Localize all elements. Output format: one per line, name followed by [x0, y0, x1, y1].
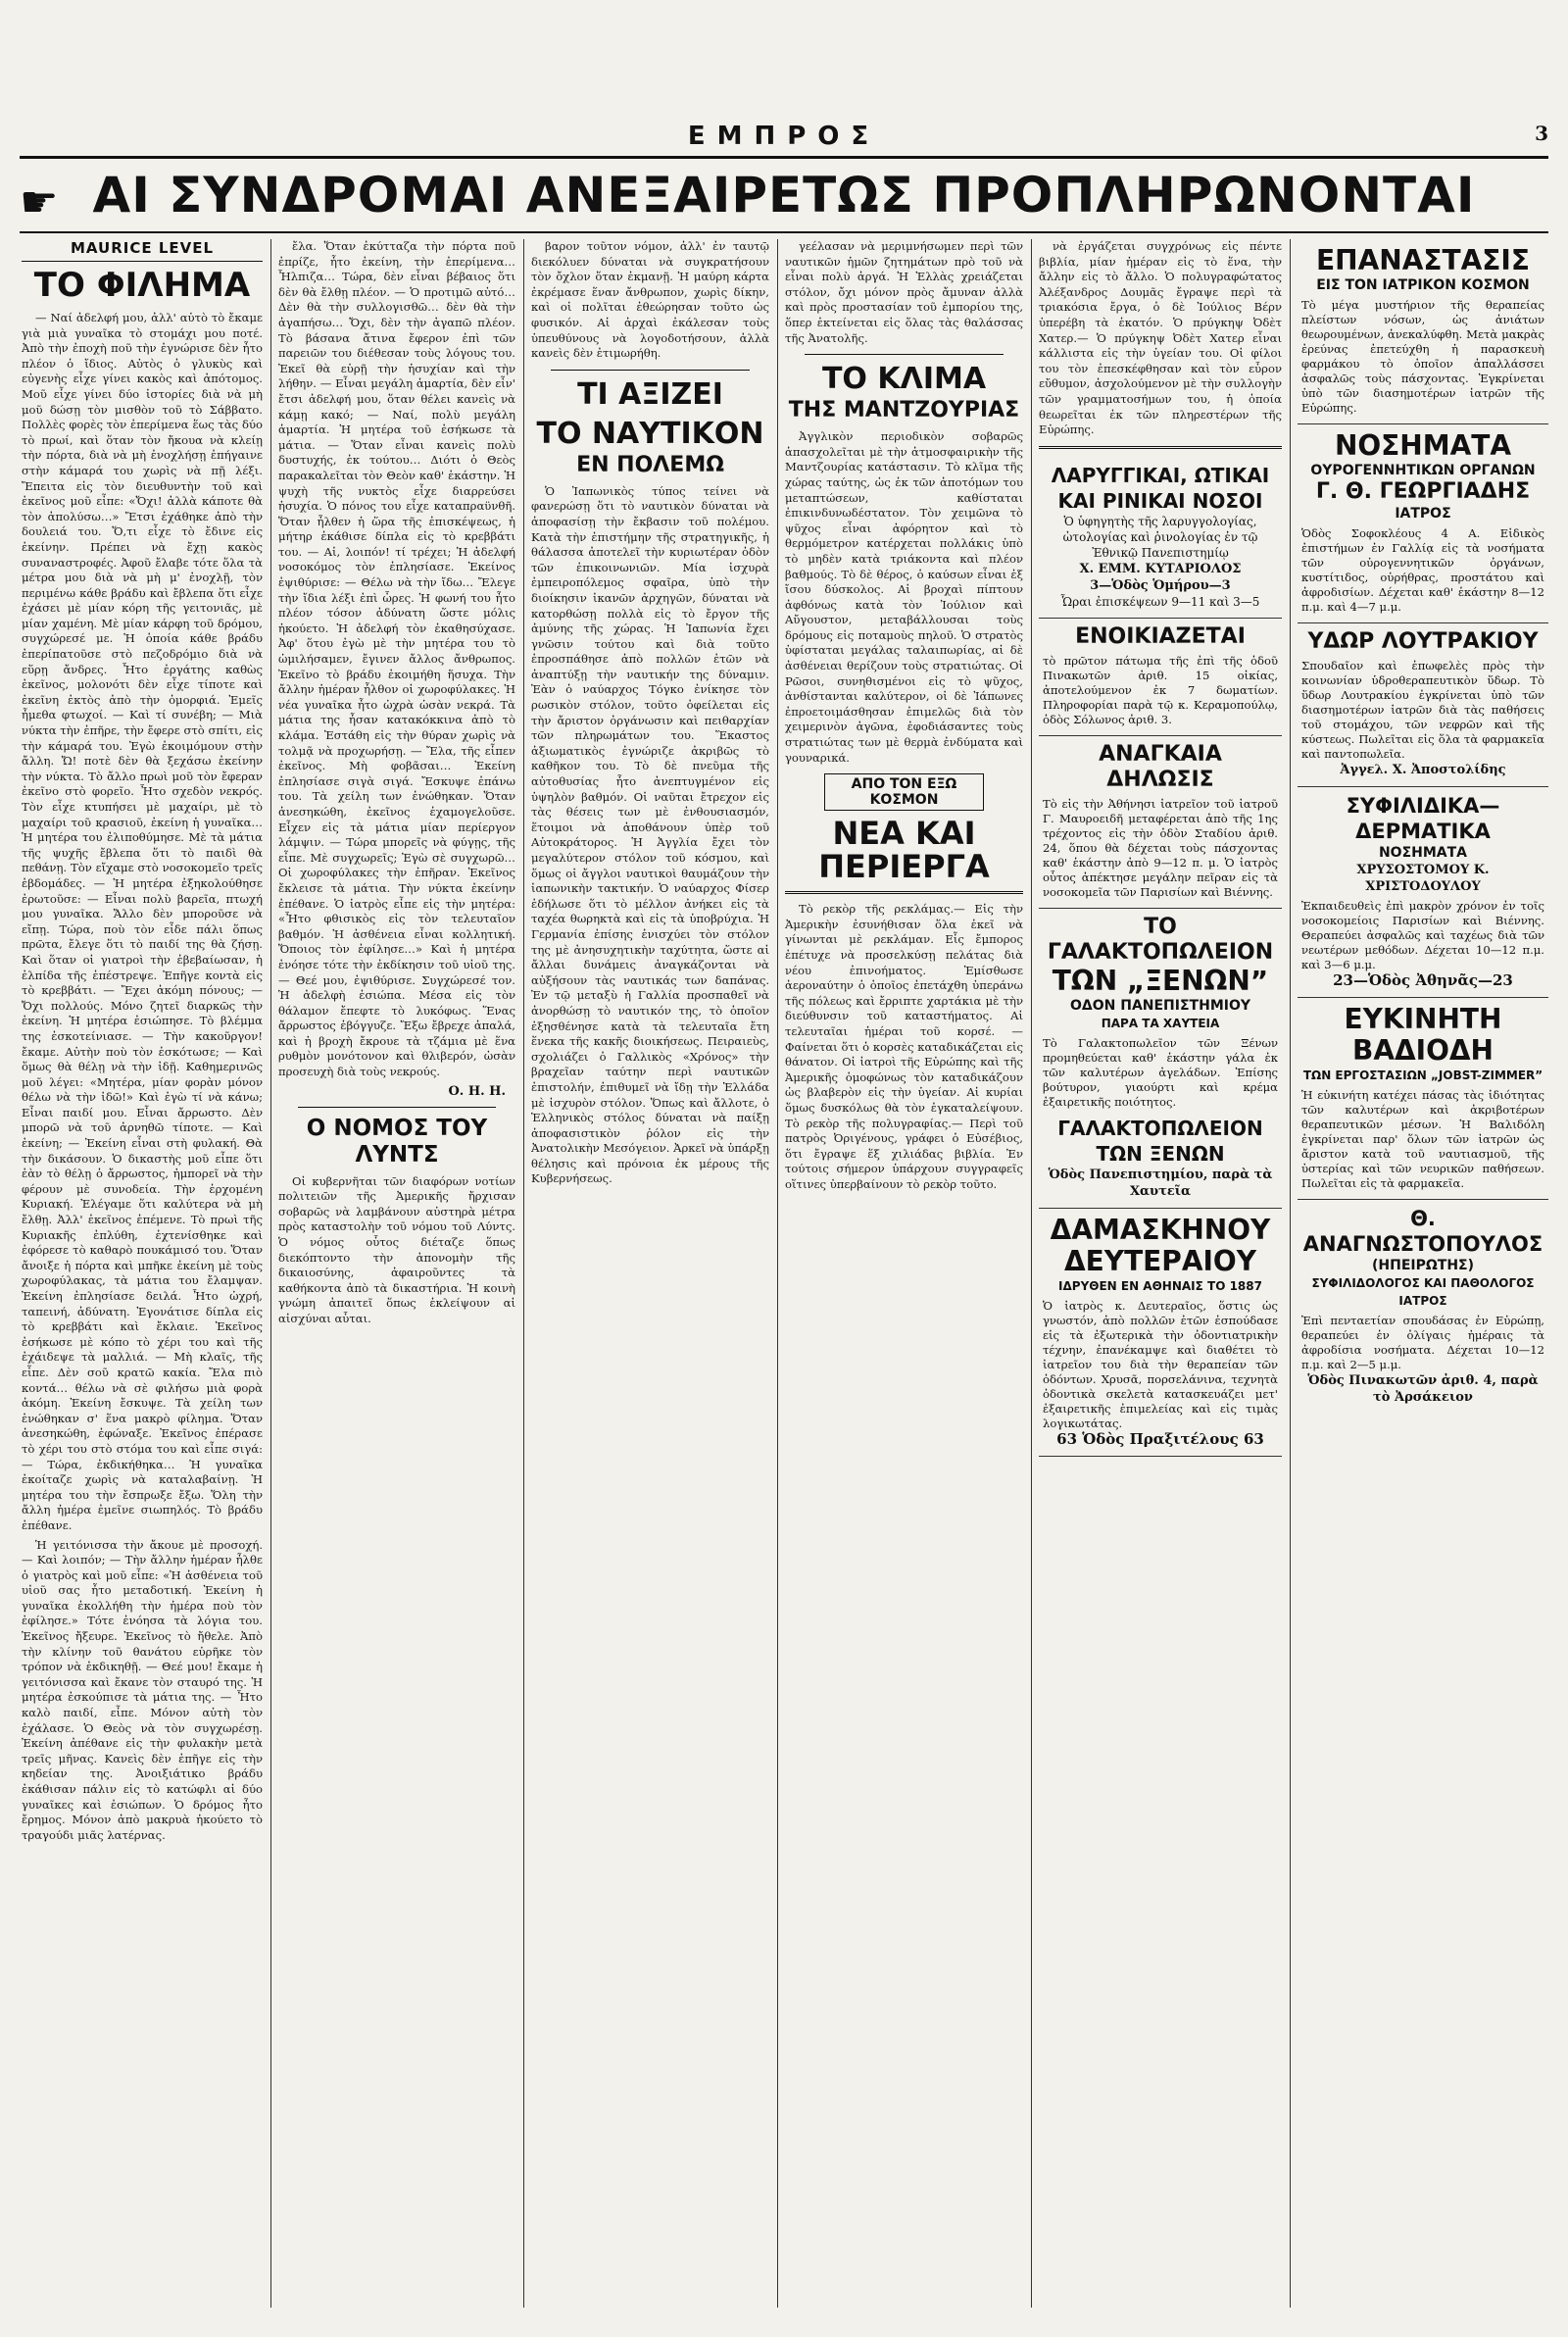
ad-text: Ὁδὸς Σοφοκλέους 4 Α. Εἰδικὸς ἐπιστήμων ἐν Γαλλίᾳ εἰς τὰ νοσήματα τῶν οὐρογεννητικῶν ὀργάνων, κυστίτιδος, οὐρήθρας, προστάτου καὶ ἀφροδισίων. Δέχεται καθ' ἑκάστην 8—12 π.μ. καὶ 4—7 μ.μ.	[1301, 526, 1544, 614]
ad-subtitle: (ΗΠΕΙΡΩΤΗΣ)	[1372, 1258, 1474, 1273]
ad-title: ΔΑΜΑΣΚΗΝΟΥ	[1050, 1213, 1271, 1246]
column-divider	[523, 239, 524, 2308]
medical-revolution-ad	[1298, 239, 1548, 424]
ad-text: Ὁ ἰατρὸς κ. Δευτεραῖος, ὅστις ὡς γνωστόν, ἀπὸ πολλῶν ἐτῶν ἐσπούδασε εἰς τὰ ἐξωτερικὰ τὴν ὀδοντιατρικὴν τέχνην, ἐπανέκαμψε καὶ διαθέτει τὸ ἰατρεῖον του διὰ τὴν θεραπείαν τῶν ὀδόντων. Χρυσᾶ, πορσελάνινα, τεχνητὰ ὀδοντικὰ σκελετὰ κατασκευάζει μετ' ἐξαιρετικῆς ἐπιμελείας καὶ εἰς τιμὰς λογικωτάτας.	[1043, 1298, 1278, 1430]
ad-title-line2: ΔΕΥΤΕΡΑΙΟΥ	[1064, 1244, 1256, 1277]
ent-clinic-ad	[1039, 457, 1282, 619]
lynch-law-headline: Ο ΝΟΜΟΣ ΤΟΥ ΛΥΝΤΣ	[306, 1115, 488, 1168]
section-label: ΑΠΟ ΤΟΝ ΕΞΩ ΚΟΣΜΟΝ	[824, 773, 984, 811]
column-5	[1039, 239, 1282, 2317]
loutraki-water-ad	[1298, 623, 1548, 787]
ad-address: 23—Ὁδὸς Ἀθηνᾶς—23	[1333, 971, 1513, 989]
ad-title: ΕΥΚΙΝΗΤΗ	[1344, 1003, 1502, 1035]
ad-text: Ἐκπαιδευθεὶς ἐπὶ μακρὸν χρόνον ἐν τοῖς νοσοκομείοις Παρισίων καὶ Βιέννης. Θεραπεύει ἀσφαλῶς καὶ ταχέως διὰ τῶν νεωτέρων μεθόδων. Δέχεται 10—12 π.μ. καὶ 3—6 μ.μ.	[1301, 899, 1544, 971]
ad-doctor-name: Γ. Θ. ΓΕΩΡΓΙΑΔΗΣ	[1315, 479, 1531, 504]
navy-article	[531, 484, 769, 1187]
ad-address: 63 Ὁδὸς Πραξιτέλους 63	[1056, 1429, 1264, 1448]
article-paragraph: Ἀγγλικὸν περιοδικὸν σοβαρῶς ἀπασχολεῖται μὲ τὴν ἀτμοσφαιρικὴν τῆς Μαντζουρίας κατάστασιν. Τὸ κλῖμα τῆς χώρας ταύτης, ὡς ἐκ τῶν ἀποτόμων του μεταπτώσεων, καθίσταται ἐπικινδυνωδέστατον. Τὸν χειμῶνα τὸ ψῦχος εἶναι ἀφόρητον καὶ τὸ θερμόμετρον κατέρχεται πολλάκις ὑπὸ τὸ μηδὲν κατὰ τριάκοντα καὶ πλέον βαθμούς. Τὸ δὲ θέρος, ὁ καύσων εἶναι ἐξ ἴσου δύσκολος. Αἱ βροχαὶ πίπτουν ἀφθόνως κατὰ τὸν Ἰούλιον καὶ Αὔγουστον, μεταβάλλουσαι τοὺς δρόμους εἰς ποταμοὺς πηλοῦ. Ὁ στρατὸς ὑφίσταται μεγάλας ταλαιπωρίας, αἱ δὲ ἀσθένειαι θερίζουν τοὺς στρατιώτας. Οἱ Ρῶσοι, συνηθισμένοι εἰς τὸ ψῦχος, ἀνθίστανται καλύτερον, οἱ δὲ Ἰάπωνες ἐπροετοιμάσθησαν ἐπιμελῶς διὰ τὸν χειμερινὸν ἀγῶνα, ἐφοδιάσαντες τοὺς στρατιώτας των μὲ θερμὰ ἐνδύματα καὶ γουναρικά.	[785, 429, 1023, 765]
dermatology-ad	[1298, 787, 1548, 998]
ad-title: Θ. ΑΝΑΓΝΩΣΤΟΠΟΥΛΟΣ	[1302, 1207, 1544, 1256]
dairy-ad	[1039, 909, 1282, 1209]
column-divider	[1031, 239, 1032, 2308]
article-paragraph: Τὸ ρεκὸρ τῆς ρεκλάμας.— Εἰς τὴν Ἀμερικὴν ἐσυνήθισαν ὅλα ἐκεῖ νὰ γίνωνται μὲ ρεκλάμαν. Εἷς ἔμπορος ἐπέτυχε νὰ προσελκύσῃ πελάτας διὰ νέου ἐπινοήματος. Ἐμίσθωσε ἀεροναύτην ὁ ὁποῖος ἐπετάχθη ὑπεράνω τῆς πόλεως καὶ ἔρριπτε χαρτάκια μὲ τὴν διεύθυνσιν τοῦ καταστήματος. Αἱ τελευταῖαι ἡμέραι τοῦ κορσέ. — Φαίνεται ὅτι ὁ κορσὲς καταδικάζεται εἰς θάνατον. Οἱ ἰατροὶ τῆς Εὐρώπης καὶ τῆς Ἀμερικῆς ὁμοφώνως τὸν καταδικάζουν ὡς βλαβερὸν εἰς τὴν ὑγείαν. Αἱ κυρίαι ὅμως δυσκόλως θὰ τὸν ἐγκαταλείψουν. Τὸ ρεκὸρ τῆς πολυγραφίας.— Περὶ τοῦ πατρὸς Ὀριγένους, γράφει ὁ Εὐσέβιος, ὅτι ἔγραψε ἕξ χιλιάδας βιβλία. Ἐν τούτοις σήμερον ὑπάρχουν συγγραφεῖς οἵτινες ὑπερβαίνουν τὸ ρεκὸρ τοῦτο.	[785, 902, 1023, 1191]
ad-title: ΝΟΣΗΜΑΤΑ	[1334, 429, 1512, 462]
article-continued	[785, 239, 1023, 346]
column-divider	[1290, 239, 1291, 2308]
ad-title: ΣΥΦΙΛΙΔΙΚΑ—ΔΕΡΜΑΤΙΚΑ	[1346, 794, 1500, 843]
urology-ad	[1298, 424, 1548, 623]
ad-text: Ἐπὶ πενταετίαν σπουδάσας ἐν Εὐρώπῃ, θεραπεύει ἐν ὀλίγαις ἡμέραις τὰ ἀφροδίσια νοσήματα. Δέχεται 10—12 π.μ. καὶ 2—5 μ.μ.	[1301, 1314, 1544, 1371]
column-3	[531, 239, 769, 2317]
ad-title: ΕΠΑΝΑΣΤΑΣΙΣ	[1316, 244, 1530, 276]
ad-role: ΙΑΤΡΟΣ	[1395, 506, 1451, 522]
section-rule	[805, 354, 1004, 355]
navy-headline: ΤΙ ΑΞΙΖΕΙ	[577, 376, 723, 412]
ad-hours: Ὧραι ἐπισκέψεων 9—11 καὶ 3—5	[1060, 594, 1260, 609]
ad-title: ΛΑΡΥΓΓΙΚΑΙ, ΩΤΙΚΑΙ	[1051, 463, 1270, 487]
ad-subtitle: ΙΔΡΥΘΕΝ ΕΝ ΑΘΗΝΑΙΣ ΤΟ 1887	[1058, 1278, 1262, 1293]
ad-title: ΕΝΟΙΚΙΑΖΕΤΑΙ	[1075, 623, 1246, 649]
column-6	[1298, 239, 1548, 2317]
ad-doctor-name: ΧΡΥΣΟΣΤΟΜΟΥ Κ. ΧΡΙΣΤΟΔΟΥΛΟΥ	[1356, 863, 1490, 894]
ad-text: Σπουδαῖον καὶ ἐπωφελὲς πρὸς τὴν κοινωνίαν ὑδροθεραπευτικὸν ὕδωρ. Τὸ ὕδωρ Λουτρακίου ἐγκρίνεται ὑπὸ τῶν διασημοτέρων ἰατρῶν διὰ τὰς παθήσεις τοῦ στομάχου, τῶν νεφρῶν καὶ τῆς κύστεως. Πωλεῖται εἰς ὅλα τὰ φαρμακεῖα καὶ παντοπωλεῖα.	[1301, 659, 1544, 761]
feuilleton-author: MAURICE LEVEL	[22, 239, 263, 262]
pointing-hand-icon: ☛	[20, 177, 60, 227]
ad-title: ΥΔΩΡ ΛΟΥΤΡΑΚΙΟΥ	[1307, 629, 1539, 654]
ad-title-line2: ΤΩΝ „ΞΕΝΩΝ”	[1052, 964, 1269, 997]
article-paragraph: βαρον τοῦτον νόμον, ἀλλ' ἐν ταυτῷ διεκόλυεν δύναται νὰ συγκρατήσουν τὸν ὄχλον ὅταν ἐκμανῇ. Ἡ μαύρη κάρτα ἐκρέμασε ἕναν ἄνθρωπον, χωρὶς δίκην, καὶ οἱ πολῖται ἐθεώρησαν τοῦτο ὡς φυσικόν. Αἱ ἀρχαὶ ἐκάλεσαν τοὺς ὑπευθύνους νὰ λογοδοτήσουν, ἀλλὰ κανεὶς δὲν ἐτιμωρήθη.	[531, 239, 769, 361]
section-rule	[551, 370, 750, 371]
navy-subheadline: ΕΝ ΠΟΛΕΜΩ	[576, 452, 724, 477]
lynch-law-article	[278, 1174, 515, 1327]
feuilleton-paragraph: Ἡ γειτόνισσα τὴν ἄκουε μὲ προσοχή. — Καὶ λοιπόν; — Τὴν ἄλλην ἡμέραν ἦλθε ὁ γιατρὸς καὶ μοῦ εἶπε: «Ἡ ἀσθένεια τοῦ υἱοῦ σας ἦτο μεταδοτική. Ἐκείνη ἡ γυναῖκα ἐκολλήθη τὴν ἡμέρα ποὺ τὸν ἐφίλησε.» Τότε ἐνόησα τὰ λόγια του. Ἐκεῖνος ἤξευρε. Ἐκεῖνος τὸ ἤθελε. Ἀπὸ τὴν κλίνην τοῦ θανάτου εὑρῆκε τὸν τρόπον νὰ ἐκδικηθῇ. — Θεέ μου! ἔκαμε ἡ γειτόνισσα καὶ ἔκανε τὸν σταυρό της. Ἡ μητέρα ἐσκούπισε τὰ μάτια της. — Ἦτο καλὸ παιδί, εἶπε. Μόνον αὐτὴ τὸν ἐχάλασε. Ὁ Θεὸς νὰ τὸν συγχωρέσῃ. Ἐκείνη ἀπέθανε εἰς τὴν φυλακὴν μετὰ τρεῖς μῆνας. Κανεὶς δὲν ἐπῆγε εἰς τὴν κηδείαν της. Ἀνοιξιάτικο βράδυ ἐκάθισαν πάλιν εἰς τὸ κατώφλι αἱ δύο γυναῖκες καὶ ἐσιώπων. Ὁ δρόμος ἦτο ἔρημος. Μόνον ἀπὸ μακρυὰ ἠκούετο τὸ τραγούδι μιᾶς λατέρνας.	[22, 1537, 263, 1842]
ad-address: Ὁδὸς Πανεπιστημίου, παρὰ τὰ Χαυτεῖα	[1048, 1167, 1273, 1199]
ad-text: Ἡ εὐκινήτη κατέχει πάσας τὰς ἰδιότητας τῶν καλυτέρων καὶ ἀκριβοτέρων θεραπευτικῶν μέσων. Ἡ Βαλιδόλη ἐγκρίνεται παρ' ὅλων τῶν ἰατρῶν ὡς ἄριστον κατὰ τοῦ ναυτιασμοῦ, τῆς ὑστερίας καὶ τῶν νευρικῶν παθήσεων. Πωλεῖται εἰς τὰ φαρμακεῖα.	[1301, 1088, 1544, 1190]
column-divider	[777, 239, 778, 2308]
ad-text: Τὸ μέγα μυστήριον τῆς θεραπείας πλείστων νόσων, ὡς ἀνιάτων θεωρουμένων, ἀνεκαλύφθη. Μετὰ μακρὰς ἐρεύνας ἐπετεύχθη ἡ παρασκευὴ φαρμάκου τὸ ὁποῖον ἀπαλλάσσει ἀσφαλῶς τοὺς πάσχοντας. Ἐγκρίνεται ὑπὸ τῶν διασημοτέρων ἰατρῶν τῆς Εὐρώπης.	[1301, 298, 1544, 415]
climate-headline: ΤΟ ΚΛΙΜΑ	[821, 362, 987, 397]
article-continued	[531, 239, 769, 362]
ad-subtitle-2: ΣΥΦΙΛΙΔΟΛΟΓΟΣ ΚΑΙ ΠΑΘΟΛΟΓΟΣ ΙΑΤΡΟΣ	[1311, 1276, 1535, 1308]
ad-title-line2: ΚΑΙ ΡΙΝΙΚΑΙ ΝΟΣΟΙ	[1057, 488, 1263, 513]
article-signature: Ο. Η. Η.	[448, 1083, 506, 1099]
ad-subtitle: ΤΩΝ ΕΡΓΟΣΤΑΣΙΩΝ „JOBST-ZIMMER”	[1302, 1069, 1544, 1082]
section-rule	[1039, 446, 1282, 449]
notice-ad	[1039, 736, 1282, 909]
feuilleton-paragraph: — Ναί ἀδελφή μου, ἀλλ' αὐτὸ τὸ ἔκαμε γιὰ μιὰ γυναῖκα τὸ στομάχι μου ποτέ. Ἀπὸ τὴν ἐποχὴ ποῦ τὴν ἐγνώρισε δὲν ἦτο πλέον ὁ ἴδιος. Αὐτὸς ὁ γλυκὺς καὶ εὐγενὴς εἶχε γίνει κακὸς καὶ ἀπότομος. Μοῦ εἶχε γίνει δύο ἱστορίες διὰ νὰ μὴ μοῦ δώσῃ τὸν μισθὸν τοῦ τὸ Σάββατο. Πολλὲς φορὲς τὸν ἐπερίμενα ἕως τὰς δύο τὸ πρωί, καὶ ὅταν τὸν ἤκουα νὰ κλείῃ τὴν πόρτα, διὰ νὰ μὴ ἐνοχλήσῃ ἐπήγαινε στὴν κάμαρά του χωρὶς νὰ πῇ λέξι. Ἔπειτα εἰς τὸν διευθυντὴν τοῦ καὶ ἐκεῖνος μοῦ εἶπε: «Ὄχι! ἀλλὰ κάποτε θὰ τὸν ἀπολύσω…» Ἔτσι ἐχάθηκε ἀπὸ τὴν δουλειά του. Ὅ,τι εἶχε τὸ ἔδινε εἰς ἐκείνην. Πρέπει νὰ ἔχῃ κακὸς συναναστροφές. Ἀφοῦ ἔλαβε τότε ὅλα τὰ μέτρα μου διὰ νὰ μὴ μ' ἐνοχλῇ, τὸν περιμένω κάθε βράδυ καὶ ἔβλεπα ὅτι εἶχε ἐχάσει μὲ μίαν κόρη τῆς γειτονιᾶς, μὲ μίαν χαμένη. Μὲ μίαν κάρφη τοῦ δρόμου, συγχώρεσέ με. Ἡ ὁποία κάθε βράδυ ἐπερίπατοῦσε στὸ πεζοδρόμιο διὰ νὰ εὕρῃ ἄνδρες. Ἦτο ἐργάτης καθὼς ἐκεῖνος, μολονότι δὲν εἶχε τίποτε καὶ ἐκεῖνη ἐκτὸς ἀπὸ τὴν ὀμορφιά. Ἐμεῖς ἦμεθα φτωχοί. — Καὶ τί συνέβη; — Μιὰ νύκτα τὴν ἐπῆρε, τὴν ἔφερε στὸ σπίτι, εἰς τὴν κάμαρά του. Ἐγὼ ἐκοιμόμουν στὴν ἄλλη. Ὤ! ποτὲ δὲν θὰ ξεχάσω ἐκείνην τὴν νύκτα. Τὸ ἄλλο πρωὶ μοῦ τὸν ἔφεραν ἐκεῖνο στὸ φορεῖο. Ἦτο σχεδὸν νεκρός. Τὸν εἶχε κτυπήσει μὲ μαχαίρι, μὲ τὸ μαχαίρι τοῦ κρασιοῦ, ἐκείνη ἡ γυναῖκα… Ἡ μητέρα του ἐλιποθύμησε. Μὲ τὰ μάτια τῆς ψυχῆς ἔβλεπα ὅτι τὸ παιδὶ θὰ πεθάνῃ. Τὸν εἴχαμε στὸ νοσοκομεῖο τρεῖς ἑβδομάδες. — Ἡ μητέρα ἐξηκολούθησε ἐρωτοῦσε: — Εἶναι πολὺ βαρεῖα, πτωχή μου γυναῖκα. Ἄλλο δὲν μποροῦσε νὰ εἴπῃ. Τώρα, ποὺ τὸν εἶδε πάλι ὅπως πρῶτα, ἔλεγε ὅτι τὸ παιδί της θὰ ζήσῃ. Καὶ ὅταν οἱ γιατροὶ τὴν ἐβεβαίωσαν, ἡ ἐλπίδα τῆς ἐπέστρεψε. Ἐπῆγε κοντὰ εἰς τὸ κρεββάτι. — Ἔχει ἀκόμη πόνους; — Ὄχι πολλούς. Μόνο ζητεῖ διαρκῶς τὴν ἐκείνη. Ἡ μητέρα ἐσιώπησε. Τὸ βλέμμα της ἐσκοτείνιασε. — Τὴν κακοῦργον! ἔκαμε. Αὐτὴν ποὺ τὸν ἐσκότωσε; — Καὶ ὅμως θὰ θέλῃ νὰ τὴν ἰδῇ. Καθημερινῶς μοῦ λέγει: «Μητέρα, μίαν φορὰν μόνον θέλω νὰ τὴν ἰδῶ!» Καὶ ἐγὼ τί νὰ κάνω; Εἶναι παιδί μου. Εἶναι ἄρρωστο. Δὲν μπορῶ νὰ τοῦ ἀρνηθῶ τίποτε. — Καὶ ἐκείνη; — Ἐκείνη εἶναι στὴ φυλακή. Θὰ τὴν δικάσουν. Ὁ δικαστὴς μοῦ εἶπε ὅτι ἐὰν τὸ θέλῃ ὁ ἄρρωστος, ἠμπορεῖ νὰ τὴν φέρουν μὲ συνοδεία. Τὴν ἐρχομένη Κυριακή. Ἐλέγαμε ὅτι καλύτερα νὰ μὴ ἔλθῃ. Ἀλλ' ἐκεῖνος ἐπέμενε. Τὸ πρωὶ τῆς Κυριακῆς ἐπλύθη, ἐχτενίσθηκε καὶ ἐφόρεσε τὸ καθαρὸ πουκάμισό του. Ὅταν ἄνοιξε ἡ πόρτα καὶ μπῆκε ἐκείνη μὲ τοὺς χωροφύλακας, τὰ μάτια του ἔλαμψαν. Ἐκείνη ἐπλησίασε δειλά. Ἦτο ὠχρή, ταπεινή, ἀδύνατη. Ἐγονάτισε δίπλα εἰς τὸ κρεββάτι καὶ ἔκλαιε. Ἐκεῖνος ἐσήκωσε μὲ κόπο τὸ χέρι του καὶ τῆς ἐχάιδεψε τὰ μαλλιά. — Μὴ κλαῖς, τῆς εἶπε. Δὲν σοῦ κρατῶ κακία. Ἔλα πιὸ κοντά… θέλω νὰ σὲ φιλήσω μιὰ φορὰ ἀκόμη. Ἐκείνη ἔσκυψε. Τὰ χείλη των ἑνώθηκαν σ' ἕνα μακρὸ φίλημα. Ὅταν ἀνεσηκώθη, ἐφώναξε. Ἐκεῖνος ἐπέρασε τὸ χέρι του στὸ στόμα του καὶ εἶπε σιγά: — Τώρα, ἐκδικήθηκα… Ἡ γυναῖκα ἐκοίταζε χωρὶς νὰ καταλαβαίνῃ. Ἡ μητέρα του τὴν ἔσπρωξε ἔξω. Ὅλη τὴν ἄλλη ἡμέρα ἐμεῖνε σιωπηλός. Τὸ βράδυ ἐπέθανε.	[22, 311, 263, 1532]
section-rule	[785, 891, 1023, 894]
ad-text: Τὸ εἰς τὴν Ἀθήνησι ἰατρεῖον τοῦ ἰατροῦ Γ. Μαυροειδῆ μεταφέρεται ἀπὸ τῆς 1ης τρέχοντος εἰς τὴν ὁδὸν Σταδίου ἀριθ. 24, ὅπου θὰ δέχεται τοὺς πάσχοντας καθ' ἑκάστην ἀπὸ 9—12 π. μ. Ὁ ἰατρὸς οὗτος ἀπέκτησε μεγάλην πεῖραν εἰς τὰ νοσοκομεῖα τῶν Παρισίων καὶ Βιέννης.	[1043, 796, 1278, 899]
column-4	[785, 239, 1023, 2317]
rent-ad	[1039, 619, 1282, 736]
climate-headline-line2: ΤΗΣ ΜΑΝΤΖΟΥΡΙΑΣ	[788, 398, 1020, 423]
column-2	[278, 239, 515, 2317]
navy-headline-line2: ΤΟ ΝΑΥΤΙΚΟΝ	[536, 416, 764, 451]
climate-article	[785, 429, 1023, 766]
syphilology-ad	[1298, 1200, 1548, 1414]
feuilleton-text	[22, 311, 263, 1843]
column-divider	[270, 239, 271, 2308]
masthead	[20, 116, 1548, 159]
ad-subtitle-2: ΠΑΡΑ ΤΑ ΧΑΥΤΕΙΑ	[1101, 1016, 1220, 1030]
banner-text: ΑΙ ΣΥΝΔΡΟΜΑΙ ΑΝΕΞΑΙΡΕΤΩΣ ΠΡΟΠΛΗΡΩΝΟΝΤΑΙ	[92, 167, 1476, 224]
article-paragraph: ἔλα. Ὅταν ἐκύτταζα τὴν πόρτα ποῦ ἐπρίζε, ἦτο ἐκείνη, τὴν ἐπερίμενα… Ἦλπιζα… Τώρα, δὲν εἶναι βέβαιος ὅτι δὲν θὰ ἔλθῃ πλέον. — Ὁ προτιμῶ αὐτό… Δὲν θὰ τὴν συλλογισθῶ… δὲν θὰ τὴν ἀγαπήσω… Ὄχι, δὲν τὴν ἀγαπῶ πλέον. Τὸ βάσανα ἄτινα ἔφερον ἐπὶ τῶν παρειῶν του διέθεσαν τοὺς λόγους του. Ἐκεῖ θὰ εὑρῇ τὴν ἡσυχίαν καὶ τὴν λήθην. — Εἶναι μεγάλη ἁμαρτία, δὲν εἶν' ἔτσι ἀδελφή μου, ὅταν θέλει κανεὶς νὰ κάμῃ κακό; — Ναί, πολὺ μεγάλη ἁμαρτία. Ἡ μητέρα τοῦ ἐσήκωσε τὰ μάτια. — Ὅταν εἶναι κανεὶς πολὺ δυστυχής, ἐκ τούτου… Διότι ὁ Θεὸς παρακαλεῖται τὸν Θεὸν καθ' ἑκάστην. Ἡ ψυχὴ τῆς νυκτὸς εἶχε διαρρεύσει ἡσυχία. Ὁ πόνος του εἶχε καταπραϋνθῆ. Ὅταν ἦλθεν ἡ ὥρα τῆς ἐπισκέψεως, ἡ μήτηρ ἐκάθισε δίπλα εἰς τὸ κρεββάτι του. — Αἰ, λοιπόν! τί τρέχει; Ἡ ἀδελφή νοσοκόμος τὸν ἐπλησίασε. Ἐκείνος ἐψιθύρισε: — Θέλω νὰ τὴν ἴδω… Ἔλεγε τὴν ἴδια λέξι ἐπὶ ὧρες. Ἡ φωνή του ἦτο πλέον τόσον ἀδύνατη ὥστε μόλις ἠκούετο. Ἡ ἀδελφή τὸν ἐκαθησύχασε. Ἀφ' ὅτου ἐγὼ μὲ τὴν μητέρα του τὸ ὡμιλήσαμεν, ἔγινεν ἄλλος ἄνθρωπος. Ἐκεῖνο τὸ βράδυ ἐκοιμήθη ἥσυχα. Τὴν ἄλλην ἡμέραν ἦλθον οἱ χωροφύλακες. Ἡ νέα γυναῖκα ἦτο ὠχρὰ ὡσὰν νεκρά. Τὰ μάτια της ἦσαν κατακόκκινα ἀπὸ τὸ κλάμα. Ἐστάθη εἰς τὴν θύραν χωρὶς νὰ τολμᾷ νὰ προχωρήσῃ. — Ἔλα, τῆς εἶπεν ἐκεῖνος. Μὴ φοβᾶσαι… Ἐκείνη ἐπλησίασε σιγὰ σιγά. Ἔσκυψε ἐπάνω του. Τὰ χείλη των ἐνώθηκαν. Ὅταν ἀνεσηκώθη, ἐκεῖνος ἐχαμογελοῦσε. Εἶχεν εἰς τὰ μάτια μίαν περίεργον λάμψιν. — Τώρα μπορεῖς νὰ φύγῃς, τῆς εἶπε. Μὲ συγχωρεῖς; Ἐγὼ σὲ συγχωρῶ… Οἱ χωροφύλακες τὴν ἐπῆραν. Ἐκεῖνος ἔκλεισε τὰ μάτια. Τὴν νύκτα ἐκείνην ἐπέθανε. Ὁ ἰατρὸς εἶπε εἰς τὴν μητέρα: «Ἦτο φθισικὸς εἰς τὸν τελευταῖον βαθμόν. Ἡ ἀσθένεια εἶναι κολλητική. Ὅποιος τὸν ἐφίλησε…» Καὶ ἡ μητέρα ἐνόησε τότε τὴν ἐκδίκησιν τοῦ υἱοῦ της. — Θεέ μου, ἐψιθύρισε. Συγχώρεσέ τον. Ἡ ἀδελφὴ ἐσιώπα. Μέσα εἰς τὸν θάλαμον ἔπεφτε τὸ λυκόφως. Ἕνας ἄρρωστος ἐβόγγυζε. Ἔξω ἔβρεχε ἀπαλά, καὶ ἡ βροχὴ ἔκρουε τὰ τζάμια μὲ ἕνα ρυθμὸν μονότονον καὶ θλιβερόν, ὡσὰν προσευχὴ διὰ τοὺς νεκρούς.	[278, 239, 515, 1079]
ad-doctor-name: Χ. ΕΜΜ. ΚΥΤΑΡΙΟΛΟΣ	[1079, 561, 1242, 576]
article-paragraph: Οἱ κυβερνῆται τῶν διαφόρων νοτίων πολιτειῶν τῆς Ἀμερικῆς ἤρχισαν σοβαρῶς νὰ λαμβάνουν αὐστηρὰ μέτρα πρὸς καταστολὴν τοῦ νόμου τοῦ Λύντς. Ὁ νόμος οὗτος διέταζε ὅπως διεκόπτοντο τὴν ἀπονομὴν τῆς δικαιοσύνης, ἀφαιροῦντες τὰ καθήκοντα ἀπὸ τὰ δικαστήρια. Ἡ κοινὴ γνώμη ἀπαιτεῖ ὅπως ἐκλείψουν αἱ αἰσχύναι αὗται.	[278, 1173, 515, 1325]
ad-title: ΑΝΑΓΚΑΙΑ ΔΗΛΩΣΙΣ	[1099, 741, 1222, 792]
newspaper-name: ΕΜΠΡΟΣ	[687, 122, 881, 151]
subscription-banner	[20, 165, 1548, 225]
article-paragraph: νὰ ἐργάζεται συγχρόνως εἰς πέντε βιβλία, μίαν ἡμέραν εἰς τὸ ἕνα, τὴν ἄλλην εἰς τὸ ἄλλο. Ὁ πολυγραφώτατος Ἀλέξανδρος Δουμᾶς ἔγραψε περὶ τὰ τριακόσια ἔργα, ὁ δὲ Ἰούλιος Βέρν ὑπερέβη τὰ ἑκατόν. Ὁ πρύγκηψ Ὀδὲτ Χατερ.— Ὁ πρύγκηψ Ὀδὲτ Χατερ εἶναι κάλλιστα εἰς τὴν ὑγείαν του. Οἱ φίλοι του τὸν ἐπεσκέφθησαν καὶ τὸν εὗρον εὔθυμον, ἀσχολούμενον μὲ τὴν συλλογὴν τῶν γραμματοσήμων του, ἡ ὁποία θεωρεῖται ἐκ τῶν πληρεστέρων τῆς Εὐρώπης.	[1039, 239, 1282, 437]
news-article	[785, 902, 1023, 1192]
column-1	[22, 239, 263, 2317]
section-rule	[298, 1107, 496, 1108]
page-number: 3	[1535, 122, 1548, 145]
feuilleton-continued	[278, 239, 515, 1080]
ad-subtitle: ΟΥΡΟΓΕΝΝΗΤΙΚΩΝ ΟΡΓΑΝΩΝ	[1310, 463, 1536, 478]
article-continued	[1039, 239, 1282, 438]
ad-text: Τὸ Γαλακτοπωλεῖον τῶν Ξένων προμηθεύεται καθ' ἑκάστην γάλα ἐκ τῶν καλυτέρων ἀγελάδων. Ἐπίσης βούτυρον, γιαούρτι καὶ κρέμα ἐξαιρετικῆς ποιότητος.	[1043, 1035, 1278, 1109]
masthead-rule	[20, 156, 1548, 159]
ad-text: Ὁ ὑφηγητὴς τῆς λαρυγγολογίας, ὠτολογίας καὶ ῥινολογίας ἐν τῷ Ἐθνικῷ Πανεπιστημίῳ	[1062, 514, 1258, 560]
dentist-ad	[1039, 1209, 1282, 1457]
ad-title-line2: ΒΑΔΙΟΔΗ	[1351, 1034, 1494, 1067]
ad-text: τὸ πρῶτον πάτωμα τῆς ἐπὶ τῆς ὁδοῦ Πινακωτῶν ἀριθ. 15 οἰκίας, ἀποτελούμενον ἐκ 7 δωματίων. Πληροφορίαι παρὰ τῷ κ. Κεραμοπούλῳ, ὁδὸς Σόλωνος ἀριθ. 3.	[1043, 653, 1278, 726]
ad-address: 3—Ὁδὸς Ὁμήρου—3	[1090, 577, 1231, 593]
ad-address: Ὁδὸς Πινακωτῶν ἀριθ. 4, παρὰ τὸ Ἀρσάκειον	[1307, 1373, 1539, 1405]
validol-ad	[1298, 998, 1548, 1200]
feuilleton-title: ΤΟ ΦΙΛΗΜΑ	[33, 266, 251, 305]
ad-subtitle: ΕΙΣ ΤΟΝ ΙΑΤΡΙΚΟΝ ΚΟΣΜΟΝ	[1316, 277, 1530, 293]
ad-subtitle: ΟΔΟΝ ΠΑΝΕΠΙΣΤΗΜΙΟΥ	[1070, 997, 1250, 1014]
ad-title-2-line2: ΤΩΝ ΞΕΝΩΝ	[1096, 1141, 1225, 1166]
ad-subtitle: ΝΟΣΗΜΑΤΑ	[1378, 845, 1468, 861]
article-paragraph: Ὁ Ἰαπωνικὸς τύπος τείνει νὰ φανερώσῃ ὅτι τὸ ναυτικὸν δύναται νὰ ἀποφασίσῃ τὴν ἔκβασιν τοῦ πολέμου. Κατὰ τὴν ἐπιστήμην τῆς στρατηγικῆς, ἡ θάλασσα ἀποτελεῖ τὴν κυριωτέραν ὁδὸν τῶν ἐπικοινωνιῶν. Μία ἰσχυρὰ ἐμπειροπόλεμος σφαῖρα, ὑπὸ τὴν διοίκησιν ἱκανῶν ἀρχηγῶν, δύναται νὰ κατορθώσῃ πολλὰ εἰς τὸ ἔργον τῆς ἀμύνης τῆς χώρας. Ἡ Ἰαπωνία ἔχει γνῶσιν τούτου καὶ διὰ τοῦτο ἐπροσπάθησε ἀπὸ πολλῶν ἐτῶν νὰ ἀναπτύξῃ τὴν ναυτικήν της δύναμιν. Ἐὰν ὁ ναύαρχος Τόγκο ἐνίκησε τὸν ρωσικὸν στόλον, τοῦτο ὀφείλεται εἰς τὴν ἄριστον ὀργάνωσιν καὶ πειθαρχίαν τῶν πληρωμάτων του. Ἕκαστος ἀξιωματικὸς ἐγνώριζε ἀκριβῶς τὸ καθῆκον του. Τὸ δὲ πνεῦμα τῆς αὐτοθυσίας ἦτο ἀνεπτυγμένον εἰς ὑψηλὸν βαθμόν. Οἱ ναῦται ἔτρεχον εἰς τὰς θέσεις των μὲ ἐνθουσιασμόν, ἕτοιμοι νὰ ἀποθάνουν ὑπὲρ τοῦ Αὐτοκράτορος. Ἡ Ἀγγλία ἔχει τὸν μεγαλύτερον στόλον τοῦ κόσμου, καὶ ὅμως οἱ ἄγγλοι ναυτικοὶ θαυμάζουν τὴν ἰαπωνικὴν τακτικήν. Ὁ ναύαρχος Φίσερ ἐδήλωσε ὅτι τὸ μέλλον ἀνήκει εἰς τὰ ταχέα θωρηκτὰ καὶ εἰς τὰ ὑποβρύχια. Ἡ Γερμανία ἐπίσης ἐνισχύει τὸν στόλον της μὲ ἀνησυχητικὴν ταχύτητα, ὥστε αἱ ἄλλαι δυνάμεις ἀναγκάζονται νὰ αὐξήσουν τὰς ναυτικάς των δαπάνας. Ἐν τῷ μεταξὺ ἡ Γαλλία προσπαθεῖ νὰ ἀνορθώσῃ τὸ ναυτικόν της, τὸ ὁποῖον ἐξησθένησε κατὰ τὰ τελευταῖα ἔτη ἕνεκα τῆς κακῆς διοικήσεως. Πειραιεὺς, σχολιάζει ὁ Γαλλικὸς «Χρόνος» τὴν βραχεῖαν ταύτην περὶ ναυτικῶν ἐπιστολήν, ἐπιθυμεῖ νὰ ἴδῃ τὴν Ἑλλάδα μὲ ἰσχυρὸν στόλον. Ὅπως καὶ ἄλλοτε, ὁ Ἑλληνικὸς στόλος δύναται νὰ παίξῃ ἀποφασιστικὸν ῥόλον εἰς τὴν Ἀνατολικὴν Μεσόγειον. Ἀρκεῖ νὰ ὑπάρξῃ θέλησις καὶ πρόνοια ἐκ μέρους τῆς Κυβερνήσεως.	[531, 483, 769, 1186]
banner-rule	[20, 231, 1548, 233]
ad-title: ΤΟ ΓΑΛΑΚΤΟΠΩΛΕΙΟΝ	[1047, 914, 1274, 965]
news-headline: ΝΕΑ ΚΑΙ ΠΕΡΙΕΡΓΑ	[818, 815, 990, 886]
ad-agent: Ἀγγελ. Χ. Ἀποστολίδης	[1340, 763, 1506, 777]
article-paragraph: γεέλασαν νὰ μεριμνήσωμεν περὶ τῶν ναυτικῶν ἡμῶν ζητημάτων πρὸ τοῦ νὰ εἶναι πολὺ ἀργά. Ἡ Ἑλλὰς χρειάζεται στόλον, ὄχι μόνον πρὸς ἄμυναν ἀλλὰ καὶ πρὸς προστασίαν τοῦ ἐμπορίου της, ὅπερ ἐκτείνεται εἰς ὅλας τὰς θαλάσσας τῆς Ἀνατολῆς.	[785, 239, 1023, 345]
ad-title-2: ΓΑΛΑΚΤΟΠΩΛΕΙΟΝ	[1057, 1116, 1263, 1140]
